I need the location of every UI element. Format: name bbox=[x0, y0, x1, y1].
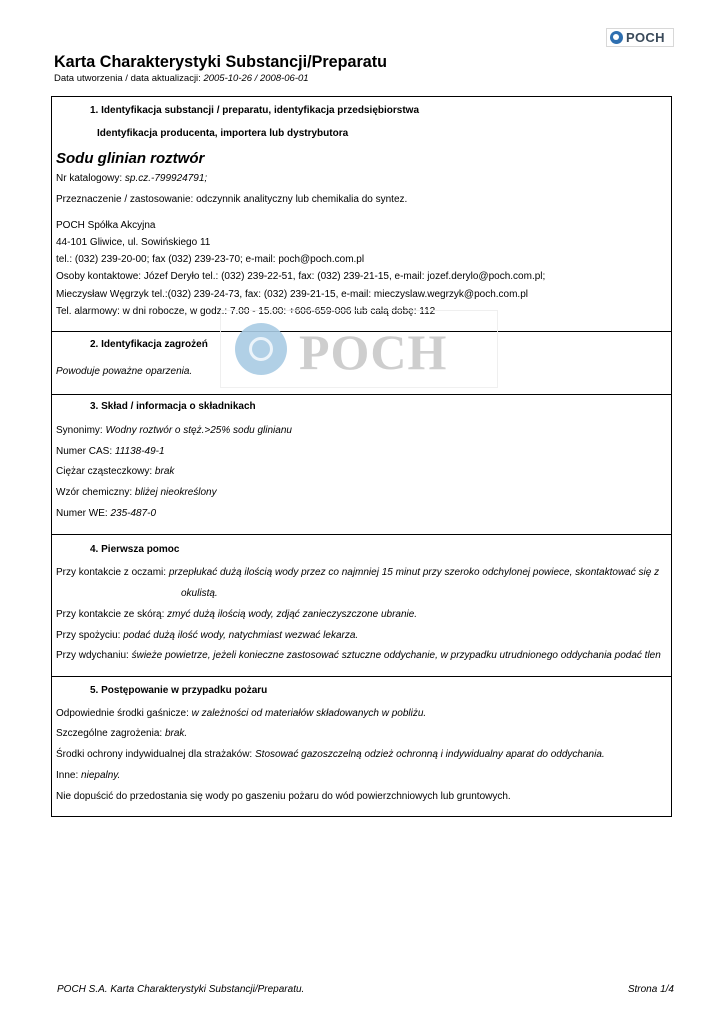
poch-logo bbox=[606, 28, 674, 47]
section-1-identification bbox=[51, 96, 672, 331]
contact-line-1: Osoby kontaktowe: Józef Deryło tel.: (032) 239-22-51, fax: (032) 239-21-15, e-mail: jozef.derylo@poch.com.pl; bbox=[56, 271, 546, 282]
firefighter-ppe bbox=[56, 749, 605, 760]
skin-contact bbox=[56, 609, 417, 620]
dates-value: 2005-10-26 / 2008-06-01 bbox=[203, 73, 309, 84]
inhalation bbox=[56, 650, 661, 661]
section-5-fire-fighting bbox=[51, 676, 672, 817]
chemical-formula-label: Wzór chemiczny: bbox=[56, 487, 133, 498]
footer-document-name: POCH S.A. Karta Charakterystyki Substancji/Preparatu. bbox=[57, 984, 305, 995]
section-1-heading: 1. Identyfikacja substancji / preparatu, identyfikacja przedsiębiorstwa bbox=[90, 105, 419, 116]
eye-contact-continuation-text: okulistą. bbox=[181, 588, 218, 599]
we-label: Numer WE: bbox=[56, 508, 108, 519]
section-4-heading: 4. Pierwsza pomoc bbox=[90, 544, 180, 555]
special-hazards bbox=[56, 728, 187, 739]
section-2-heading: 2. Identyfikacja zagrożeń bbox=[90, 339, 208, 350]
synonyms-value: Wodny roztwór o stęż.>25% sodu glinianu bbox=[105, 425, 292, 436]
cas-number bbox=[56, 446, 165, 457]
molecular-weight-label: Ciężar cząsteczkowy: bbox=[56, 466, 153, 477]
product-name: Sodu glinian roztwór bbox=[56, 150, 205, 167]
footer-page-number: Strona 1/4 bbox=[627, 984, 674, 995]
extinguishing-media bbox=[56, 708, 426, 719]
skin-contact-value: zmyć dużą ilością wody, zdjąć zanieczyszczone ubranie. bbox=[167, 609, 418, 620]
chemical-formula-value: bliżej nieokreślony bbox=[134, 487, 217, 498]
inhalation-label: Przy wdychaniu: bbox=[56, 650, 129, 661]
cas-label: Numer CAS: bbox=[56, 446, 113, 457]
ingestion-value: podać dużą ilość wody, natychmiast wezwać lekarza. bbox=[123, 630, 359, 641]
eye-contact-continuation bbox=[181, 588, 218, 599]
section-3-composition bbox=[51, 394, 672, 534]
firefighter-ppe-label: Środki ochrony indywidualnej dla strażaków: bbox=[56, 749, 253, 760]
contact-line-2: Mieczysław Węgrzyk tel.:(032) 239-24-73, fax: (032) 239-21-15, e-mail: mieczyslaw.wegrzyk@poch.com.pl bbox=[56, 289, 528, 300]
other-info-label: Inne: bbox=[56, 770, 79, 781]
section-3-heading: 3. Skład / informacja o składnikach bbox=[90, 401, 256, 412]
usage-line: Przeznaczenie / zastosowanie: odczynnik analityczny lub chemikalia do syntez. bbox=[56, 194, 408, 205]
poch-logo-text: POCH bbox=[626, 30, 665, 45]
document-title: Karta Charakterystyki Substancji/Preparatu bbox=[54, 52, 388, 71]
eye-contact-label: Przy kontakcie z oczami: bbox=[56, 567, 167, 578]
skin-contact-label: Przy kontakcie ze skórą: bbox=[56, 609, 165, 620]
catalog-value: sp.cz.-799924791; bbox=[124, 173, 208, 184]
section-5-heading: 5. Postępowanie w przypadku pożaru bbox=[90, 685, 268, 696]
poch-watermark-text: POCH bbox=[299, 324, 448, 380]
chemical-formula bbox=[56, 487, 217, 498]
alarm-phone: Tel. alarmowy: w dni robocze, w godz.: 7.00 - 15.00: +606-659-006 lub całą dobę: 112 bbox=[56, 306, 436, 317]
inhalation-value: świeże powietrze, jeżeli konieczne zastosować sztuczne oddychanie, w przypadku utrudnionego oddychania podać tlen bbox=[131, 650, 661, 661]
company-name: POCH Spółka Akcyjna bbox=[56, 220, 156, 231]
eye-contact bbox=[56, 567, 659, 578]
runoff-note: Nie dopuścić do przedostania się wody po gaszeniu pożaru do wód powierzchniowych lub gruntowych. bbox=[56, 791, 511, 802]
section-1-subheading: Identyfikacja producenta, importera lub dystrybutora bbox=[97, 128, 349, 139]
special-hazards-label: Szczególne zagrożenia: bbox=[56, 728, 163, 739]
firefighter-ppe-value: Stosować gazoszczelną odzież ochronną i indywidualny aparat do oddychania. bbox=[255, 749, 605, 760]
hazard-statement bbox=[56, 366, 192, 377]
synonyms-label: Synonimy: bbox=[56, 425, 103, 436]
we-number bbox=[56, 508, 156, 519]
ingestion-label: Przy spożyciu: bbox=[56, 630, 121, 641]
catalog-number bbox=[56, 173, 207, 184]
synonyms bbox=[56, 425, 292, 436]
ingestion bbox=[56, 630, 358, 641]
molecular-weight bbox=[56, 466, 174, 477]
company-address: 44-101 Gliwice, ul. Sowińskiego 11 bbox=[56, 237, 211, 248]
dates-label: Data utworzenia / data aktualizacji: bbox=[54, 73, 201, 84]
other-info-value: niepalny. bbox=[81, 770, 121, 781]
document-dates bbox=[54, 73, 309, 84]
section-4-first-aid bbox=[51, 534, 672, 676]
poch-watermark bbox=[220, 310, 498, 388]
we-value: 235-487-0 bbox=[110, 508, 157, 519]
eye-contact-value: przepłukać dużą ilością wody przez co najmniej 15 minut przy szeroko odchylonej powiece, skontaktować się z bbox=[168, 567, 660, 578]
company-phone: tel.: (032) 239-20-00; fax (032) 239-23-70; e-mail: poch@poch.com.pl bbox=[56, 254, 365, 265]
molecular-weight-value: brak bbox=[154, 466, 175, 477]
poch-logo-icon bbox=[610, 31, 623, 44]
other-info bbox=[56, 770, 120, 781]
special-hazards-value: brak. bbox=[164, 728, 188, 739]
hazard-statement-text: Powoduje poważne oparzenia. bbox=[56, 366, 193, 377]
catalog-label: Nr katalogowy: bbox=[56, 173, 123, 184]
extinguishing-media-value: w zależności od materiałów składowanych w pobliżu. bbox=[191, 708, 427, 719]
cas-value: 11138-49-1 bbox=[114, 446, 165, 457]
extinguishing-media-label: Odpowiednie środki gaśnicze: bbox=[56, 708, 189, 719]
poch-watermark-icon bbox=[235, 323, 287, 375]
